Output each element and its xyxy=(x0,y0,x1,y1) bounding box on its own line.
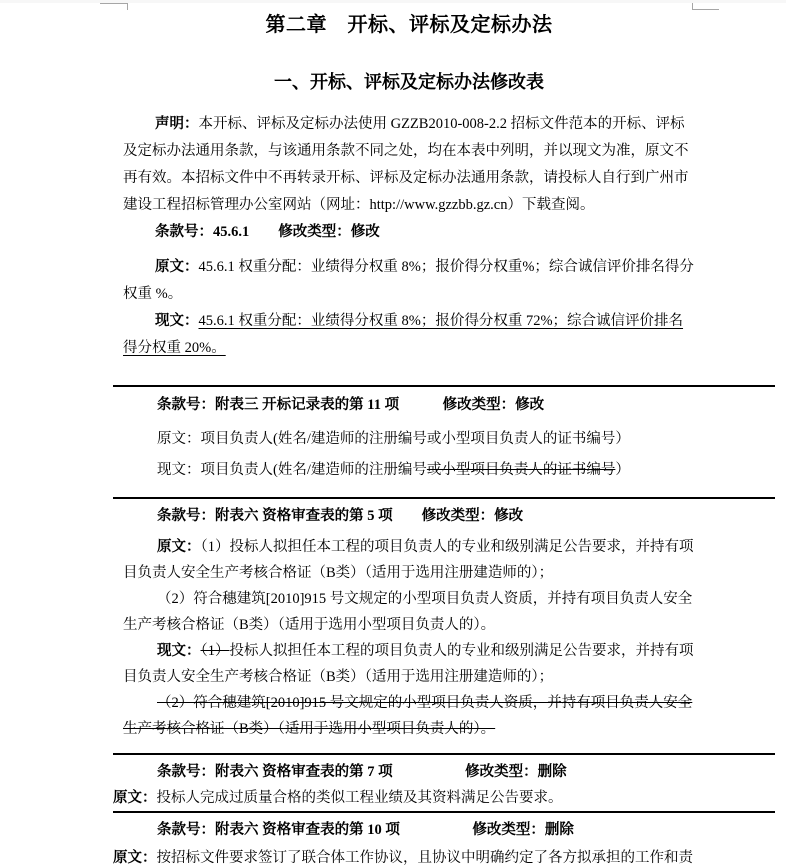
original-text: 45.6.1 权重分配：业绩得分权重 8%；报价得分权重%；综合诚信评价排名得分权重 %。 xyxy=(123,259,694,302)
row-current xyxy=(123,457,695,483)
clause-45-6-1-heading: 条款号：45.6.1 修改类型：修改 xyxy=(155,224,380,240)
row-original xyxy=(123,426,695,452)
current-p2-struck: （2）符合穗建筑[2010]915 号文规定的小型项目负责人资质，并持有项目负责人安全生产考核合格证（B类）（适用于选用小型项目负责人的）。 xyxy=(123,695,693,737)
row-heading: 条款号：附表六 资格审查表的第 7 项 修改类型：删除 xyxy=(157,764,567,780)
document-body xyxy=(123,0,695,362)
original-label: 原文： xyxy=(157,431,201,447)
current-p1-text: 投标人拟担任本工程的项目负责人的专业和级别满足公告要求，并持有项目负责人安全生产考核合格证（B类）（适用于选用注册建造师的）； xyxy=(123,643,694,685)
modification-table xyxy=(113,385,775,865)
row-original xyxy=(113,845,695,865)
section-title: 一、开标、评标及定标办法修改表 xyxy=(274,72,544,92)
original-label: 原文： xyxy=(113,790,157,806)
current-text-struck: 或小型项目负责人的证书编号 xyxy=(426,462,616,478)
current-label: 现文： xyxy=(155,313,199,329)
original-label: 原文： xyxy=(155,259,199,275)
row-heading: 条款号：附表六 资格审查表的第 5 项 修改类型：修改 xyxy=(157,508,524,524)
row-heading: 条款号：附表六 资格审查表的第 10 项 修改类型：删除 xyxy=(157,822,574,838)
current-p1-struck: （1） xyxy=(200,643,230,659)
original-text: 投标人完成过质量合格的类似工程业绩及其资料满足公告要求。 xyxy=(156,790,563,806)
current-text-kept: 项目负责人(姓名/建造师的注册编号 xyxy=(200,462,427,478)
row-heading: 条款号：附表三 开标记录表的第 11 项 修改类型：修改 xyxy=(157,397,545,413)
row-original-p1 xyxy=(123,534,695,586)
current-text-tail: ） xyxy=(615,462,630,478)
current-label: 现文： xyxy=(157,462,201,478)
original-text-p1: （1）投标人拟担任本工程的项目负责人的专业和级别满足公告要求，并持有项目负责人安全生产考核合格证（B类）（适用于选用注册建造师的）； xyxy=(123,539,694,581)
chapter-title: 第二章 开标、评标及定标办法 xyxy=(265,14,553,36)
table-row-annex6-item10 xyxy=(113,811,775,865)
declaration-paragraph xyxy=(123,111,695,219)
table-row-annex6-item5 xyxy=(113,497,775,753)
clause-45-6-1-original xyxy=(123,254,695,308)
clause-45-6-1-current xyxy=(123,308,695,362)
original-label: 原文： xyxy=(113,850,157,865)
declaration-label: 声明： xyxy=(155,116,199,132)
text-boundary-mark-right xyxy=(692,3,719,10)
row-current-p1 xyxy=(123,638,695,690)
row-original-p2 xyxy=(123,586,695,638)
table-row-annex6-item7 xyxy=(113,753,775,811)
current-text-underlined: 45.6.1 权重分配：业绩得分权重 8%；报价得分权重 72%；综合诚信评价排名得分权重 20%。 xyxy=(123,313,684,356)
original-text-p2: （2）符合穗建筑[2010]915 号文规定的小型项目负责人资质，并持有项目负责人安全生产考核合格证（B类）（适用于选用小型项目负责人的）。 xyxy=(123,591,693,633)
row-original xyxy=(113,785,695,811)
declaration-text: 本开标、评标及定标办法使用 GZZB2010-008-2.2 招标文件范本的开标、评标及定标办法通用条款，与该通用条款不同之处，均在本表中列明，并以现文为准，原文不再有效。本招标文件中不再转录开标、评标及定标办法通用条款，请投标人自行到广州市建设工程招标管理办公室网站（网址：http://www.gzzbb.gz.cn）下载查阅。 xyxy=(123,116,689,213)
row-current-p2 xyxy=(123,690,695,742)
table-row-annex3-item11 xyxy=(113,385,775,497)
original-label: 原文： xyxy=(157,539,201,555)
current-label: 现文： xyxy=(157,643,201,659)
original-text: 按招标文件要求签订了联合体工作协议，且协议中明确约定了各方拟承担的工作和责 xyxy=(156,850,693,865)
original-text: 项目负责人(姓名/建造师的注册编号或小型项目负责人的证书编号） xyxy=(200,431,630,447)
